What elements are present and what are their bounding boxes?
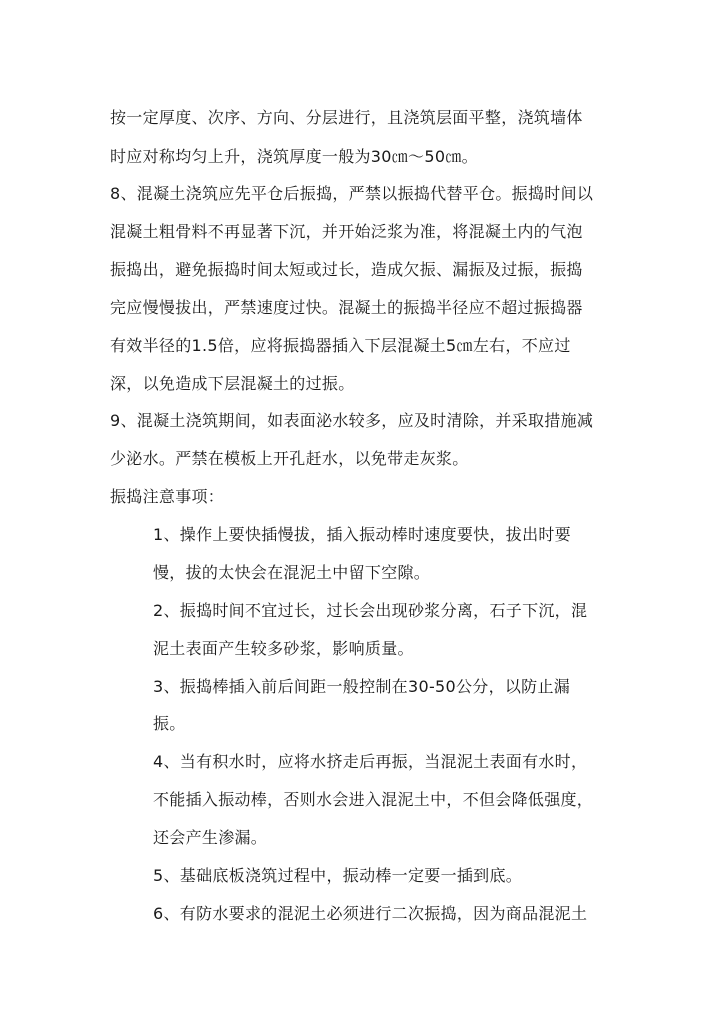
list-item-line: 1、操作上要快插慢拔，插入振动棒时速度要快，拔出时要 bbox=[153, 525, 571, 544]
list-item-line: 2、振捣时间不宜过长，过长会出现砂浆分离，石子下沉，混 bbox=[153, 601, 588, 620]
paragraph-line: 振捣出，避免振捣时间太短或过长，造成欠振、漏振及过振，振捣 bbox=[110, 260, 583, 279]
paragraph-line: 8、混凝土浇筑应先平仓后振捣，严禁以振捣代替平仓。振捣时间以 bbox=[110, 184, 594, 203]
section-heading: 振捣注意事项： bbox=[110, 487, 225, 506]
paragraph-line: 少泌水。严禁在模板上开孔赶水，以免带走灰浆。 bbox=[110, 449, 469, 468]
list-item-line: 振。 bbox=[153, 714, 186, 733]
list-item-line: 3、振捣棒插入前后间距一般控制在30-50公分，以防止漏 bbox=[153, 677, 571, 696]
list-item-line: 慢，拔的太快会在混泥土中留下空隙。 bbox=[153, 563, 431, 582]
paragraph-line: 有效半径的1.5倍，应将振捣器插入下层混凝土5㎝左右，不应过 bbox=[110, 336, 571, 355]
paragraph-line: 按一定厚度、次序、方向、分层进行，且浇筑层面平整，浇筑墙体 bbox=[110, 108, 583, 127]
list-item-line: 4、当有积水时，应将水挤走后再振，当混泥土表面有水时， bbox=[153, 752, 588, 771]
list-item-line: 不能插入振动棒，否则水会进入混泥土中，不但会降低强度， bbox=[153, 790, 594, 809]
list-item-line: 5、基础底板浇筑过程中，振动棒一定要一插到底。 bbox=[153, 866, 523, 885]
list-item-line: 泥土表面产生较多砂浆，影响质量。 bbox=[153, 639, 414, 658]
paragraph-line: 9、混凝土浇筑期间，如表面泌水较多，应及时清除，并采取措施减 bbox=[110, 411, 594, 430]
paragraph-line: 深，以免造成下层混凝土的过振。 bbox=[110, 374, 355, 393]
paragraph-line: 混凝土粗骨料不再显著下沉，并开始泛浆为准，将混凝土内的气泡 bbox=[110, 222, 583, 241]
paragraph-line: 完应慢慢拔出，严禁速度过快。混凝土的振捣半径应不超过振捣器 bbox=[110, 298, 583, 317]
list-item-line: 6、有防水要求的混泥土必须进行二次振捣，因为商品混泥土 bbox=[153, 904, 588, 923]
paragraph-line: 时应对称均匀上升，浇筑厚度一般为30㎝～50㎝。 bbox=[110, 147, 478, 166]
list-item-line: 还会产生渗漏。 bbox=[153, 828, 268, 847]
